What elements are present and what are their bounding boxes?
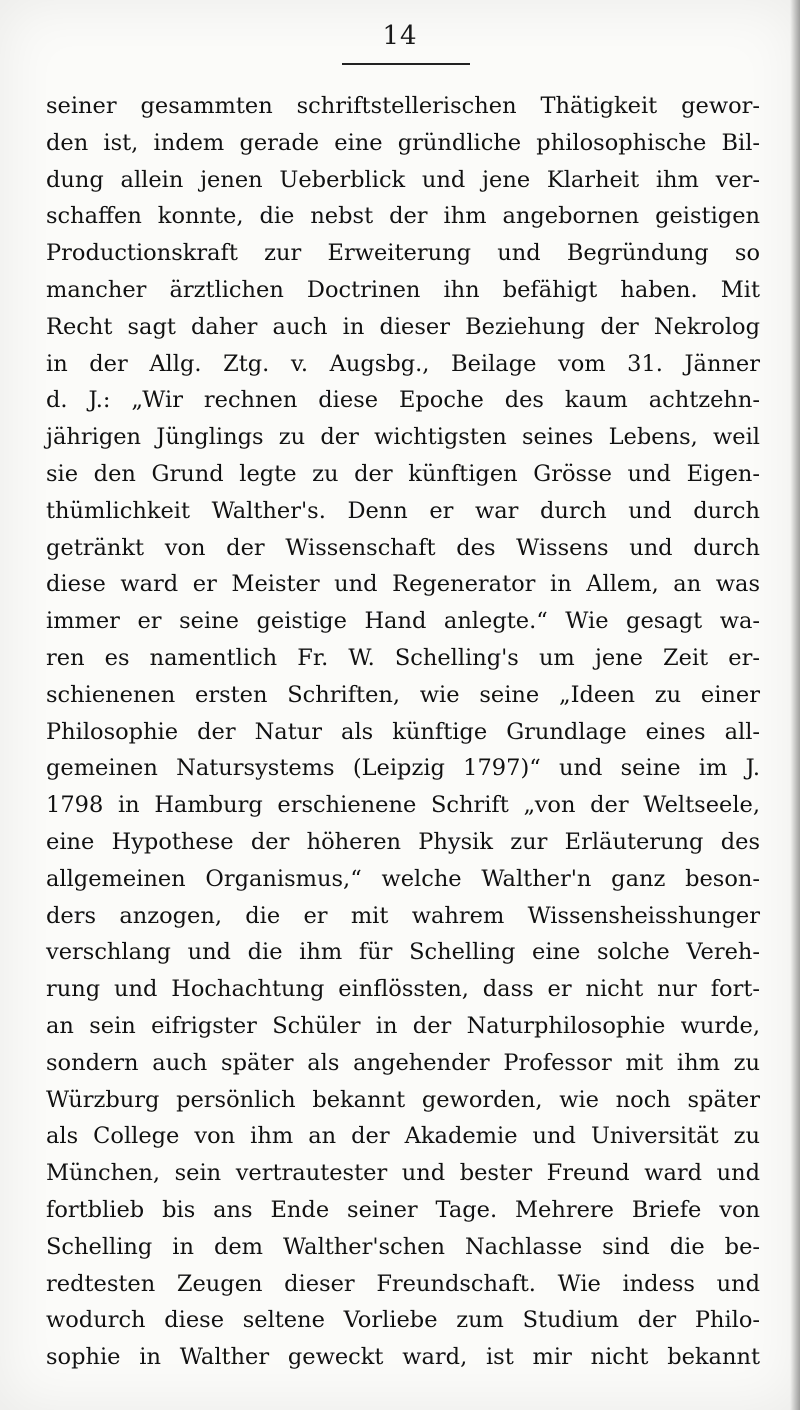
- text-line: redtesten Zeugen dieser Freundschaft. Wie indess und: [46, 1270, 760, 1297]
- text-line: thümlichkeit Walther's. Denn er war durch und durch: [46, 497, 760, 524]
- text-line: Recht sagt daher auch in dieser Beziehung der Nekrolog: [46, 313, 760, 340]
- text-line: in der Allg. Ztg. v. Augsbg., Beilage vom 31. Jänner: [46, 350, 760, 377]
- text-line: immer er seine geistige Hand anlegte.“ Wie gesagt wa-: [46, 608, 760, 635]
- text-line: ders anzogen, die er mit wahrem Wissensheisshunger: [46, 902, 760, 929]
- text-line: verschlang und die ihm für Schelling eine solche Vereh-: [46, 939, 760, 966]
- text-line: München, sein vertrautester und bester Freund ward und: [46, 1160, 760, 1187]
- text-line: 1798 in Hamburg erschienene Schrift „von der Weltseele,: [46, 792, 760, 819]
- text-line: eine Hypothese der höheren Physik zur Erläuterung des: [46, 828, 760, 855]
- page-number: 14: [382, 21, 418, 51]
- text-line: als College von ihm an der Akademie und Universität zu: [46, 1123, 760, 1150]
- text-line: gemeinen Natursystems (Leipzig 1797)“ und seine im J.: [46, 755, 760, 782]
- header-rule: [342, 63, 470, 65]
- text-line: wodurch diese seltene Vorliebe zum Studium der Philo-: [46, 1307, 760, 1334]
- text-line: schaffen konnte, die nebst der ihm angebornen geistigen: [46, 203, 760, 230]
- text-line: Würzburg persönlich bekannt geworden, wie noch später: [46, 1086, 760, 1113]
- text-line: dung allein jenen Ueberblick und jene Klarheit ihm ver-: [46, 166, 760, 193]
- text-line: rung und Hochachtung einflössten, dass er nicht nur fort-: [46, 976, 760, 1003]
- text-line: Schelling in dem Walther'schen Nachlasse sind die be-: [46, 1233, 760, 1260]
- text-line: getränkt von der Wissenschaft des Wissens und durch: [46, 534, 760, 561]
- text-line: Productionskraft zur Erweiterung und Begründung so: [46, 240, 760, 267]
- body-text: [46, 88, 760, 1376]
- text-line: sie den Grund legte zu der künftigen Grösse und Eigen-: [46, 460, 760, 487]
- text-line: Philosophie der Natur als künftige Grundlage eines all-: [46, 718, 760, 745]
- text-line: diese ward er Meister und Regenerator in Allem, an was: [46, 571, 760, 598]
- text-line: d. J.: „Wir rechnen diese Epoche des kaum achtzehn-: [46, 387, 760, 414]
- text-line: sondern auch später als angehender Professor mit ihm zu: [46, 1049, 760, 1076]
- text-line: den ist, indem gerade eine gründliche philosophische Bil-: [46, 129, 760, 156]
- text-line: ren es namentlich Fr. W. Schelling's um jene Zeit er-: [46, 644, 760, 671]
- text-line: an sein eifrigster Schüler in der Naturphilosophie wurde,: [46, 1012, 760, 1039]
- text-line: fortblieb bis ans Ende seiner Tage. Mehrere Briefe von: [46, 1196, 760, 1223]
- text-line: allgemeinen Organismus,“ welche Walther'n ganz beson-: [46, 865, 760, 892]
- text-line: schienenen ersten Schriften, wie seine „Ideen zu einer: [46, 681, 760, 708]
- text-line: mancher ärztlichen Doctrinen ihn befähigt haben. Mit: [46, 276, 760, 303]
- text-line: sophie in Walther geweckt ward, ist mir nicht bekannt: [46, 1344, 760, 1371]
- text-line: jährigen Jünglings zu der wichtigsten seines Lebens, weil: [46, 424, 760, 451]
- page-edge-shadow: [790, 0, 800, 1410]
- text-line: seiner gesammten schriftstellerischen Thätigkeit gewor-: [46, 93, 760, 119]
